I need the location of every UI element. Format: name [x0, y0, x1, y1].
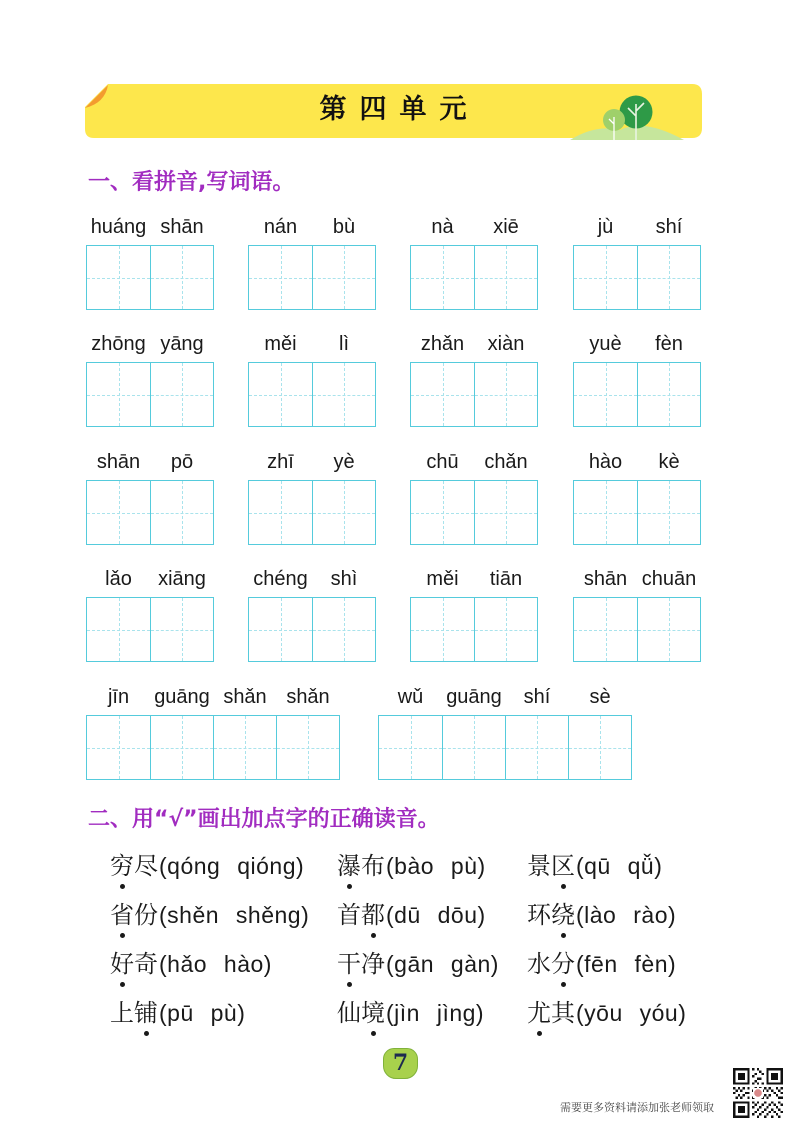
writing-cell[interactable] [574, 451, 637, 544]
emphasis-dot [371, 1031, 376, 1036]
writing-cell[interactable] [87, 216, 150, 309]
word-grid [86, 451, 214, 545]
pinyin-label: kè [658, 451, 680, 473]
word-char: 上 [110, 999, 134, 1027]
emphasis-dot [371, 933, 376, 938]
writing-cell[interactable] [150, 216, 213, 309]
writing-cell[interactable] [637, 451, 700, 544]
writing-cell[interactable] [568, 686, 631, 779]
pinyin-label: xiàn [487, 333, 525, 355]
reading-item [527, 999, 686, 1027]
word-grid [410, 216, 538, 310]
word-grid [573, 568, 701, 662]
qr-code-icon[interactable] [733, 1068, 783, 1118]
reading-item [110, 950, 272, 978]
pinyin-label: xiāng [158, 568, 206, 590]
pinyin-label: lǎo [105, 568, 132, 590]
word-grid [410, 451, 538, 545]
word-grid [573, 333, 701, 427]
word-grid [248, 451, 376, 545]
pinyin-options[interactable]: (jìn jìng) [386, 1000, 485, 1026]
reading-item [337, 950, 499, 978]
pinyin-label: jù [597, 216, 614, 238]
writing-cell[interactable] [213, 686, 276, 779]
pinyin-label: guāng [446, 686, 502, 708]
emphasis-dot [347, 884, 352, 889]
pinyin-label: shǎn [223, 686, 267, 708]
pinyin-label: wǔ [397, 686, 424, 708]
pinyin-label: tiān [489, 568, 523, 590]
word-char: 布 [361, 852, 385, 880]
word-char: 都 [361, 901, 385, 929]
pinyin-label: nán [263, 216, 298, 238]
word-char: 份 [134, 901, 158, 929]
pinyin-options[interactable]: (gān gàn) [386, 951, 499, 977]
pinyin-options[interactable]: (lào rào) [576, 902, 677, 928]
writing-cell[interactable] [312, 568, 375, 661]
writing-cell[interactable] [87, 686, 150, 779]
pinyin-label: shí [523, 686, 551, 708]
writing-cell[interactable] [637, 333, 700, 426]
pinyin-label: sè [589, 686, 611, 708]
pinyin-options[interactable]: (shěn shěng) [159, 902, 310, 928]
word-char: 穷 [110, 852, 134, 880]
word-grid [86, 216, 214, 310]
pinyin-label: zhī [267, 451, 294, 473]
pinyin-label: pō [170, 451, 194, 473]
unit-title: 第四单元 [319, 94, 480, 125]
pinyin-label: chǎn [484, 451, 528, 473]
pinyin-label: lì [339, 333, 349, 355]
writing-cell[interactable] [474, 216, 537, 309]
pinyin-label: yè [333, 451, 355, 473]
writing-cell[interactable] [276, 686, 339, 779]
writing-cell[interactable] [574, 333, 637, 426]
pinyin-label: shǎn [286, 686, 330, 708]
pinyin-label: guāng [154, 686, 210, 708]
writing-cell[interactable] [411, 216, 474, 309]
pinyin-label: yāng [160, 333, 204, 355]
pinyin-label: chū [426, 451, 459, 473]
emphasis-dot [537, 1031, 542, 1036]
writing-cell[interactable] [150, 451, 213, 544]
emphasis-dot [347, 982, 352, 987]
writing-cell[interactable] [411, 333, 474, 426]
word-char: 省 [110, 901, 134, 929]
emphasis-dot [561, 933, 566, 938]
word-char: 瀑 [337, 852, 361, 880]
reading-item [110, 999, 245, 1027]
word-grid [86, 333, 214, 427]
word-char: 奇 [134, 950, 158, 978]
qr-note-text: 需要更多资料请添加张老师领取 [560, 1101, 714, 1114]
writing-cell[interactable] [637, 568, 700, 661]
pinyin-options[interactable]: (dū dōu) [386, 902, 486, 928]
writing-cell[interactable] [474, 568, 537, 661]
word-grid [573, 451, 701, 545]
pinyin-options[interactable]: (pū pù) [159, 1000, 246, 1026]
writing-cell[interactable] [505, 686, 568, 779]
pinyin-label: xiē [493, 216, 519, 238]
word-char: 好 [110, 950, 134, 978]
writing-cell[interactable] [150, 686, 213, 779]
writing-cell[interactable] [442, 686, 505, 779]
writing-cell[interactable] [379, 686, 442, 779]
pinyin-label: nà [431, 216, 454, 238]
writing-cell[interactable] [87, 451, 150, 544]
reading-item [337, 901, 486, 929]
reading-item [527, 852, 662, 880]
writing-cell[interactable] [411, 568, 474, 661]
pinyin-label: huáng [90, 216, 147, 238]
pinyin-label: zhǎn [420, 333, 465, 355]
idiom-grid [378, 686, 632, 780]
writing-cell[interactable] [249, 333, 312, 426]
writing-cell[interactable] [150, 568, 213, 661]
writing-cell[interactable] [474, 451, 537, 544]
emphasis-dot [120, 884, 125, 889]
pinyin-label: hào [588, 451, 623, 473]
word-grid [410, 333, 538, 427]
pinyin-label: yuè [589, 333, 622, 355]
emphasis-dot [120, 982, 125, 987]
word-char: 首 [337, 901, 361, 929]
pinyin-options[interactable]: (fēn fèn) [576, 951, 677, 977]
pinyin-options[interactable]: (qū qǚ) [576, 853, 663, 879]
writing-cell[interactable] [474, 333, 537, 426]
pinyin-label: jīn [107, 686, 130, 708]
reading-item [110, 852, 304, 880]
page-number: 7 [383, 1048, 418, 1079]
word-grid [248, 568, 376, 662]
idiom-grid [86, 686, 340, 780]
writing-cell[interactable] [574, 216, 637, 309]
writing-cell[interactable] [637, 216, 700, 309]
word-char: 分 [551, 950, 575, 978]
word-grid [248, 216, 376, 310]
writing-cell[interactable] [312, 451, 375, 544]
writing-cell[interactable] [87, 568, 150, 661]
word-char: 干 [337, 950, 361, 978]
writing-cell[interactable] [411, 451, 474, 544]
word-char: 区 [551, 852, 575, 880]
pinyin-options[interactable]: (yōu yóu) [576, 1000, 687, 1026]
writing-cell[interactable] [249, 451, 312, 544]
pinyin-label: zhōng [91, 333, 146, 355]
pinyin-label: shí [655, 216, 683, 238]
reading-item [527, 901, 676, 929]
writing-cell[interactable] [574, 568, 637, 661]
word-char: 铺 [134, 999, 158, 1027]
writing-cell[interactable] [87, 333, 150, 426]
reading-item [337, 999, 484, 1027]
section-heading-pinyin-writing: 一、看拼音,写词语。 [88, 170, 295, 195]
pinyin-label: shì [330, 568, 358, 590]
reading-item [527, 950, 676, 978]
emphasis-dot [561, 982, 566, 987]
word-char: 水 [527, 950, 551, 978]
pinyin-label: fèn [655, 333, 683, 355]
writing-cell[interactable] [312, 333, 375, 426]
pinyin-options[interactable]: (hǎo hào) [159, 951, 272, 977]
word-char: 尽 [134, 852, 158, 880]
writing-cell[interactable] [150, 333, 213, 426]
word-char: 仙 [337, 999, 361, 1027]
word-char: 环 [527, 901, 551, 929]
word-grid [86, 568, 214, 662]
word-grid [248, 333, 376, 427]
word-char: 景 [527, 852, 551, 880]
pinyin-options[interactable]: (qóng qióng) [159, 853, 305, 879]
word-char: 净 [361, 950, 385, 978]
reading-item [337, 852, 486, 880]
section-heading-reading-choice: 二、用“√”画出加点字的正确读音。 [88, 807, 440, 832]
writing-cell[interactable] [312, 216, 375, 309]
word-char: 境 [361, 999, 385, 1027]
pinyin-label: měi [426, 568, 459, 590]
emphasis-dot [561, 884, 566, 889]
writing-cell[interactable] [249, 568, 312, 661]
pinyin-label: shān [96, 451, 141, 473]
reading-item [110, 901, 309, 929]
pinyin-label: bù [332, 216, 356, 238]
emphasis-dot [120, 933, 125, 938]
word-char: 绕 [551, 901, 575, 929]
pinyin-label: shān [583, 568, 628, 590]
word-char: 尤 [527, 999, 551, 1027]
pinyin-options[interactable]: (bào pù) [386, 853, 486, 879]
writing-cell[interactable] [249, 216, 312, 309]
word-char: 其 [551, 999, 575, 1027]
pinyin-label: chéng [253, 568, 308, 590]
emphasis-dot [144, 1031, 149, 1036]
word-grid [410, 568, 538, 662]
pinyin-label: chuān [641, 568, 697, 590]
word-grid [573, 216, 701, 310]
pinyin-label: shān [160, 216, 204, 238]
pinyin-label: měi [264, 333, 297, 355]
